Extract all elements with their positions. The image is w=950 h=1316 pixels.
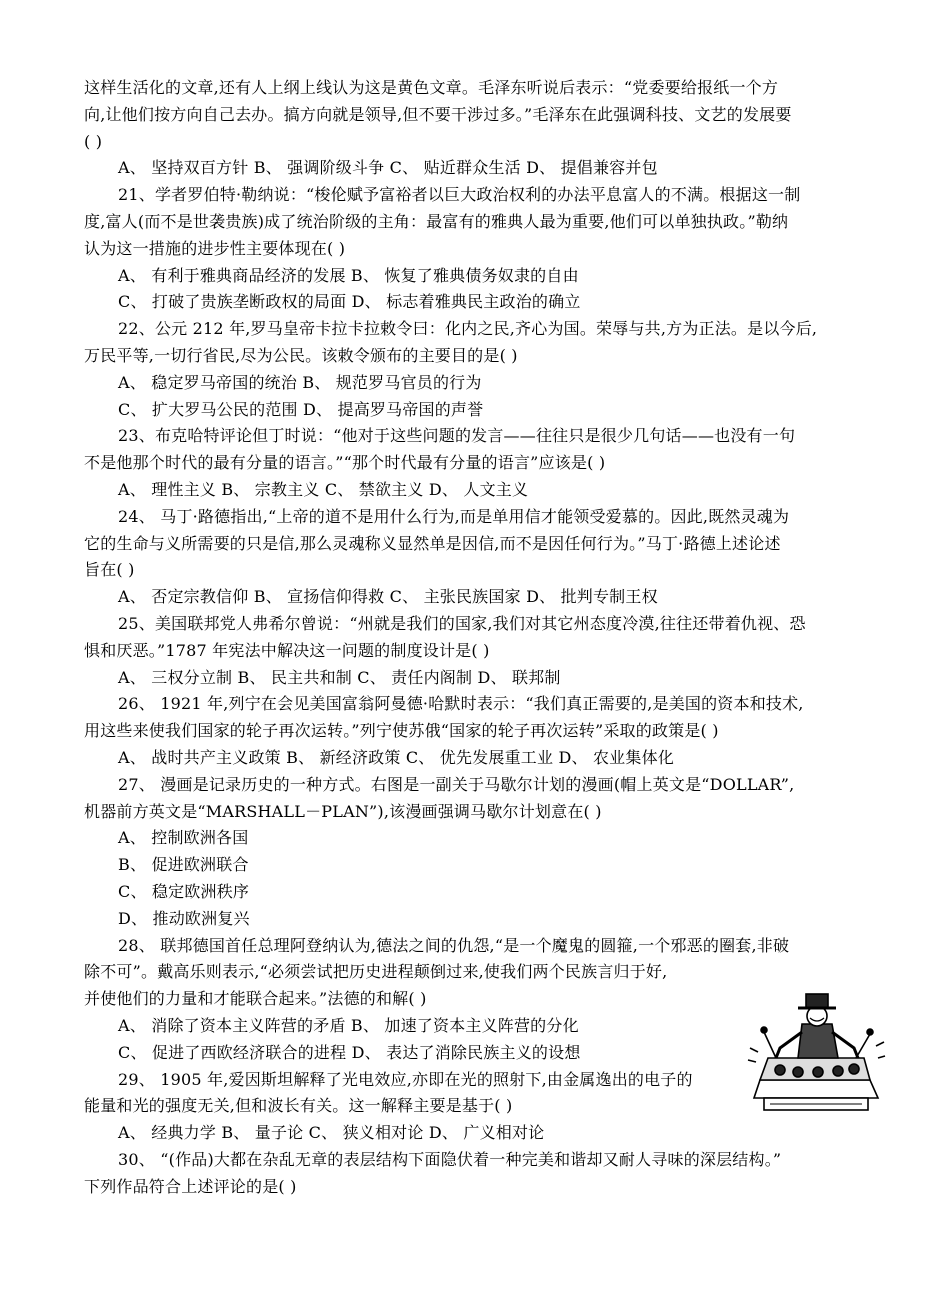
text-line: 它的生命与义所需要的只是信,那么灵魂称义显然单是因信,而不是因任何行为。”马丁·路德上述论述 (84, 533, 781, 553)
text-line: A、 三权分立制 B、 民主共和制 C、 责任内阁制 D、 联邦制 (118, 667, 561, 687)
text-line: C、 打破了贵族垄断政权的局面 D、 标志着雅典民主政治的确立 (118, 292, 581, 312)
text-line: 27、 漫画是记录历史的一种方式。右图是一副关于马歇尔计划的漫画(帽上英文是“DOLLAR”, (118, 774, 795, 794)
text-line: 并使他们的力量和才能联合起来。”法德的和解( ) (84, 989, 427, 1009)
text-line: 这样生活化的文章,还有人上纲上线认为这是黄色文章。毛泽东听说后表示：“党委要给报纸一个方 (84, 78, 779, 97)
text-line: 23、布克哈特评论但丁时说：“他对于这些问题的发言——往往只是很少几句话——也没有一句 (118, 426, 796, 446)
text-line: A、 消除了资本主义阵营的矛盾 B、 加速了资本主义阵营的分化 (118, 1016, 579, 1035)
text-line: ( ) (84, 131, 103, 151)
text-line: C、 稳定欧洲秩序 (118, 882, 250, 901)
text-line: A、 经典力学 B、 量子论 C、 狭义相对论 D、 广义相对论 (118, 1123, 545, 1143)
marshall-plan-cartoon-icon (746, 988, 886, 1114)
text-line: 22、公元 212 年,罗马皇帝卡拉卡拉敕令曰：化内之民,齐心为国。荣辱与共,方为正法。是以今后, (118, 319, 818, 339)
text-line: 用这些来使我们国家的轮子再次运转。”列宁使苏俄“国家的轮子再次运转”采取的政策是( ) (84, 721, 719, 741)
text-line: A、 否定宗教信仰 B、 宣扬信仰得救 C、 主张民族国家 D、 批判专制王权 (118, 587, 658, 607)
text-line: 29、 1905 年,爱因斯坦解释了光电效应,亦即在光的照射下,由金属逸出的电子的 (118, 1069, 693, 1089)
text-line: 30、 “(作品)大都在杂乱无章的表层结构下面隐伏着一种完美和谐却又耐人寻味的深层结构。” (118, 1150, 782, 1169)
text-line: C、 促进了西欧经济联合的进程 D、 表达了消除民族主义的设想 (118, 1042, 581, 1062)
text-line: 惧和厌恶。”1787 年宪法中解决这一问题的制度设计是( ) (84, 640, 490, 660)
text-line: C、 扩大罗马公民的范围 D、 提高罗马帝国的声誉 (118, 399, 484, 419)
text-line: A、 稳定罗马帝国的统治 B、 规范罗马官员的行为 (118, 372, 482, 392)
text-line: A、 坚持双百方针 B、 强调阶级斗争 C、 贴近群众生活 D、 提倡兼容并包 (118, 158, 658, 178)
text-line: 机器前方英文是“MARSHALL－PLAN”),该漫画强调马歇尔计划意在( ) (84, 801, 602, 821)
text-line: 28、 联邦德国首任总理阿登纳认为,德法之间的仇怨,“是一个魔鬼的圆箍,一个邪恶的圈套,非破 (118, 935, 790, 955)
text-line: 除不可”。戴高乐则表示,“必须尝试把历史进程颠倒过来,使我们两个民族言归于好, (84, 962, 668, 982)
text-line: A、 有利于雅典商品经济的发展 B、 恢复了雅典债务奴隶的自由 (118, 265, 579, 285)
text-line: 21、学者罗伯特·勒纳说：“梭伦赋予富裕者以巨大政治权利的办法平息富人的不满。根据这一制 (118, 185, 801, 205)
text-line: 度,富人(而不是世袭贵族)成了统治阶级的主角：最富有的雅典人最为重要,他们可以单独执政。”勒纳 (84, 212, 789, 231)
text-line: 万民平等,一切行省民,尽为公民。该敕令颁布的主要目的是( ) (84, 346, 518, 365)
text-line: A、 理性主义 B、 宗教主义 C、 禁欲主义 D、 人文主义 (118, 480, 529, 499)
text-line: D、 推动欧洲复兴 (118, 908, 250, 928)
text-line: 25、美国联邦党人弗希尔曾说：“州就是我们的国家,我们对其它州态度冷漠,往往还带着仇视、恐 (118, 614, 806, 633)
text-line: 旨在( ) (84, 560, 135, 580)
text-line: 24、 马丁·路德指出,“上帝的道不是用什么行为,而是单用信才能领受爱慕的。因此,既然灵魂为 (118, 506, 790, 526)
text-line: 向,让他们按方向自己去办。搞方向就是领导,但不要干涉过多。”毛泽东在此强调科技、文艺的发展要 (84, 104, 792, 124)
text-line: 26、 1921 年,列宁在会见美国富翁阿曼德·哈默时表示：“我们真正需要的,是美国的资本和技术, (118, 694, 804, 714)
text-line: 不是他那个时代的最有分量的语言。”“那个时代最有分量的语言”应该是( ) (84, 453, 606, 473)
text-line: A、 控制欧洲各国 (118, 828, 249, 848)
text-line: 能量和光的强度无关,但和波长有关。这一解释主要是基于( ) (84, 1096, 513, 1116)
text-line: 下列作品符合上述评论的是( ) (84, 1176, 297, 1196)
text-line: B、 促进欧洲联合 (118, 855, 249, 875)
text-line: 认为这一措施的进步性主要体现在( ) (84, 238, 346, 258)
text-line: A、 战时共产主义政策 B、 新经济政策 C、 优先发展重工业 D、 农业集体化 (118, 748, 674, 767)
